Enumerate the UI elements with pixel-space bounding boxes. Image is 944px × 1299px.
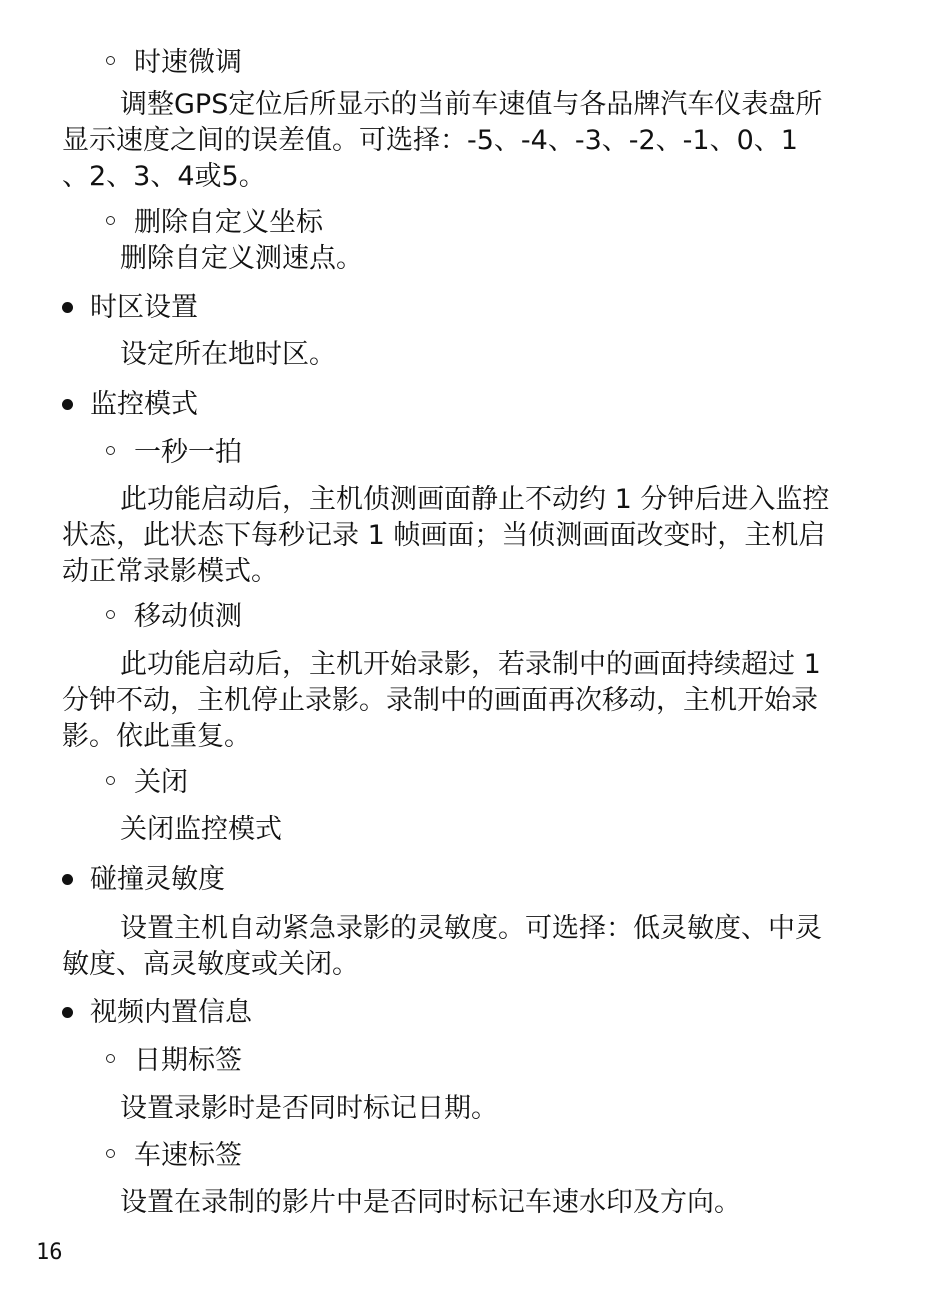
sub-bullet-icon [106,216,115,225]
item-description: 设置在录制的影片中是否同时标记车速水印及方向。 [120,1187,741,1218]
sub-heading-delete-custom: 删除自定义坐标 [134,207,323,238]
bullet-icon [62,874,73,885]
sub-bullet-icon [106,56,115,65]
heading-video-embedded-info: 视频内置信息 [90,997,252,1028]
item-description: 删除自定义测速点。 [120,243,363,274]
sub-bullet-icon [106,446,115,455]
paragraph-line: 、2、3、4或5。 [62,161,266,192]
heading-monitor-mode: 监控模式 [90,389,198,420]
sub-bullet-icon [106,1149,115,1158]
heading-timezone: 时区设置 [90,292,198,323]
sub-bullet-icon [106,1054,115,1063]
sub-heading-speed-adjust: 时速微调 [134,47,242,78]
sub-heading-date-stamp: 日期标签 [134,1045,242,1076]
paragraph-line: 设置主机自动紧急录影的灵敏度。可选择：低灵敏度、中灵 [120,913,822,944]
paragraph-line: 状态，此状态下每秒记录 1 帧画面；当侦测画面改变时，主机启 [62,520,826,551]
paragraph-line: 敏度、高灵敏度或关闭。 [62,949,359,980]
paragraph-line: 动正常录影模式。 [62,556,278,587]
paragraph-line: 影。依此重复。 [62,721,251,752]
item-description: 设置录影时是否同时标记日期。 [120,1093,498,1124]
paragraph-line: 此功能启动后，主机开始录影，若录制中的画面持续超过 1 [120,649,821,680]
bullet-icon [62,399,73,410]
item-description: 设定所在地时区。 [120,339,336,370]
heading-collision-sensitivity: 碰撞灵敏度 [90,864,225,895]
item-description: 关闭监控模式 [120,814,282,845]
bullet-icon [62,302,73,313]
page-number: 16 [36,1240,63,1265]
paragraph-line: 此功能启动后，主机侦测画面静止不动约 1 分钟后进入监控 [120,484,830,515]
sub-bullet-icon [106,776,115,785]
paragraph-line: 调整GPS定位后所显示的当前车速值与各品牌汽车仪表盘所 [120,89,823,120]
sub-heading-one-per-second: 一秒一拍 [134,437,242,468]
bullet-icon [62,1007,73,1018]
sub-heading-motion-detect: 移动侦测 [134,601,242,632]
sub-bullet-icon [106,610,115,619]
paragraph-line: 显示速度之间的误差值。可选择：-5、-4、-3、-2、-1、0、1 [62,125,798,156]
sub-heading-off: 关闭 [134,767,188,798]
paragraph-line: 分钟不动，主机停止录影。录制中的画面再次移动，主机开始录 [62,685,818,716]
sub-heading-speed-stamp: 车速标签 [134,1140,242,1171]
